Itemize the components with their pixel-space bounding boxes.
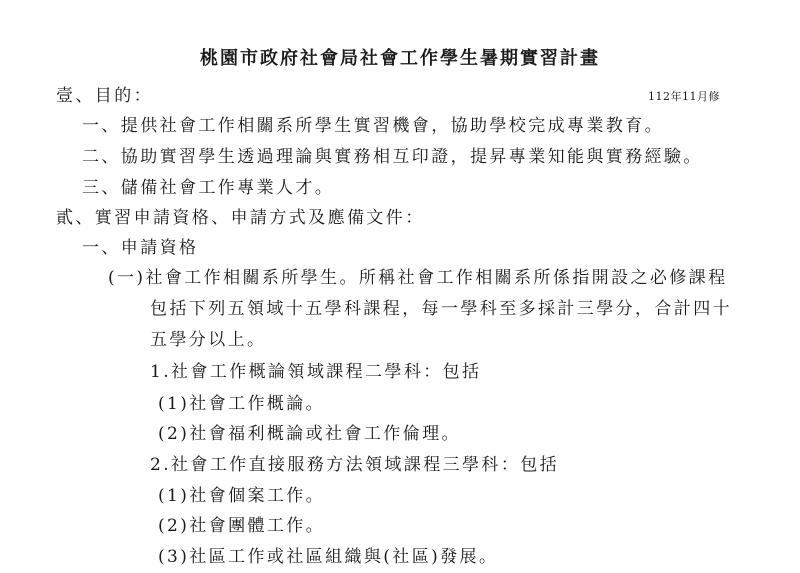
document-title: 桃園市政府社會局社會工作學生暑期實習計畫 — [200, 48, 600, 69]
course-domain-1: 1.社會工作概論領域課程二學科：包括 — [150, 362, 482, 382]
eligibility-item-1: (一)社會工作相關系所學生。所稱社會工作相關系所係指開設之必修課程 — [108, 268, 728, 288]
course-domain-1-item-2: (2)社會福利概論或社會工作倫理。 — [158, 424, 461, 444]
course-domain-1-item-1: (1)社會工作概論。 — [158, 394, 326, 414]
course-domain-2-item-2: (2)社會團體工作。 — [158, 516, 326, 536]
section-heading-eligibility: 貳、實習申請資格、申請方式及應備文件： — [56, 208, 425, 228]
eligibility-item-1-cont-1: 包括下列五領域十五學科課程，每一學科至多採計三學分，合計四十 — [150, 299, 732, 319]
purpose-item-3: 三、儲備社會工作專業人才。 — [82, 178, 335, 198]
revision-note: 112年11月修 — [648, 90, 720, 103]
course-domain-2: 2.社會工作直接服務方法領域課程三學科：包括 — [150, 455, 560, 475]
purpose-item-1: 一、提供社會工作相關系所學生實習機會，協助學校完成專業教育。 — [82, 116, 664, 136]
eligibility-item-1-cont-2: 五學分以上。 — [150, 330, 267, 350]
purpose-item-2: 二、協助實習學生透過理論與實務相互印證，提昇專業知能與實務經驗。 — [82, 147, 703, 167]
course-domain-2-item-3: (3)社區工作或社區組織與(社區)發展。 — [158, 547, 499, 567]
subheading-eligibility: 一、申請資格 — [82, 238, 199, 258]
section-heading-purpose: 壹、目的： — [56, 86, 153, 106]
course-domain-2-item-1: (1)社會個案工作。 — [158, 486, 326, 506]
